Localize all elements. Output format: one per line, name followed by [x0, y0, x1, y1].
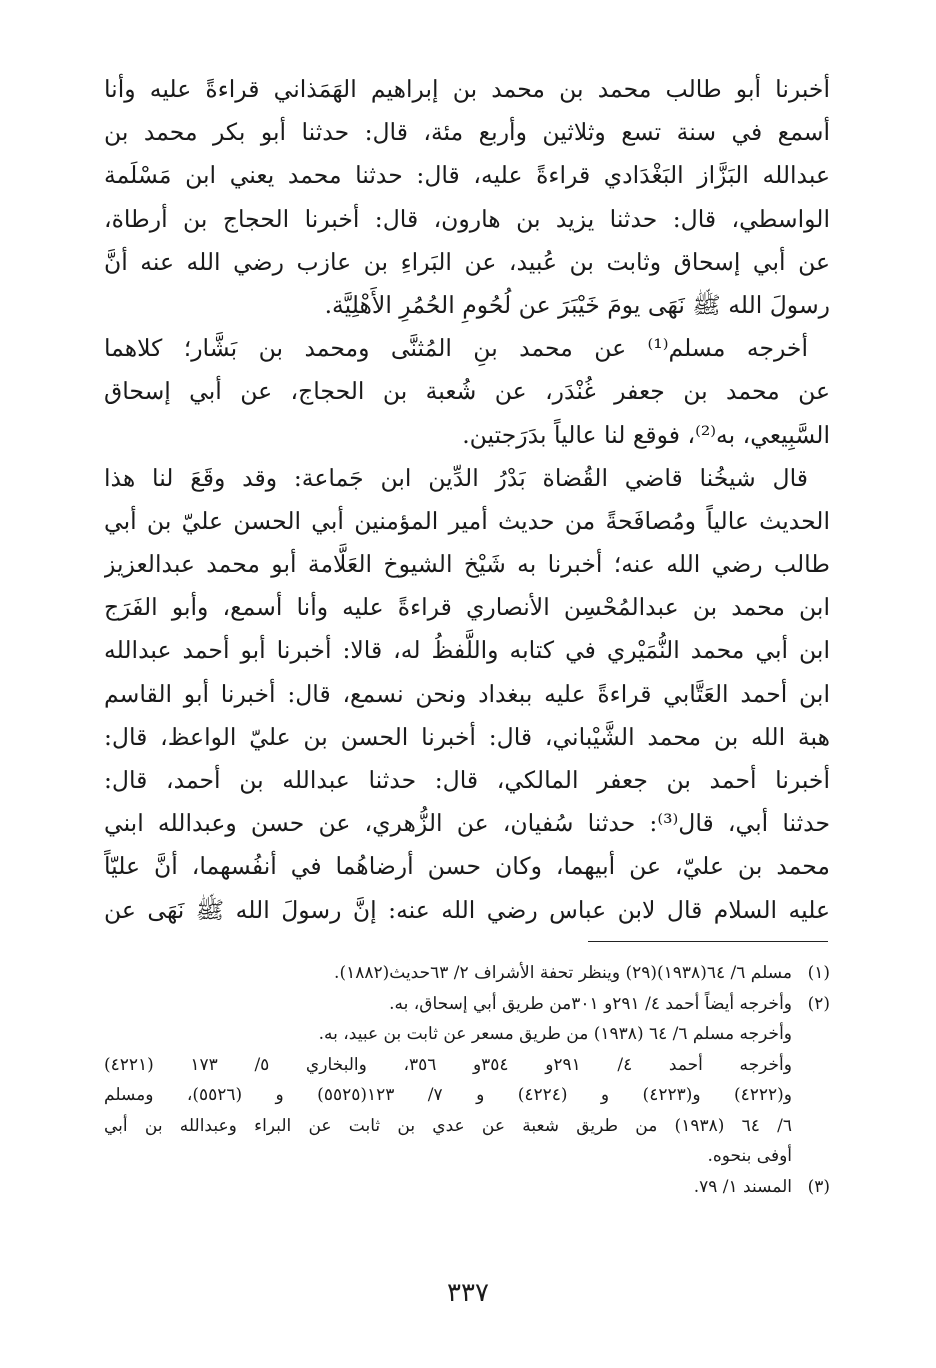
footnote-text: المسند ١/ ٧٩. — [693, 1176, 792, 1197]
text-line: أخبرنا أبو طالب محمد بن محمد بن إبراهيم الهَمَذاني قراءةً عليه وأنا — [104, 75, 830, 103]
text-line: قال شيخُنا قاضي القُضاة بَدْرُ الدِّين ابن جَماعة: وقد وقَعَ لنا هذا — [104, 463, 808, 492]
text-line: محمد بن عليّ، عن أبيهما، وكان حسن أرضاهُما في أنفُسهما، أنَّ عليّاً — [104, 852, 830, 881]
text-line: أخرجه مسلم⁽¹⁾ عن محمد بنِ المُثنَّى ومحمد بن بَشَّار؛ كلاهما — [104, 334, 808, 363]
text-line: حدثنا أبي، قال⁽³⁾: حدثنا سُفيان، عن الزُّهري، عن حسن وعبدالله ابني — [104, 809, 830, 838]
footnote-number: (١) — [807, 963, 830, 983]
text-line: عن أبي إسحاق وثابت بن عُبيد، عن البَراءِ بن عازب رضي الله عنه أنَّ — [104, 247, 830, 276]
footnote-2-continuation: ٦/ ٦٤ (١٩٣٨) من طريق شعبة عن عدي بن ثابت عن البراء وعبدالله بن أبي — [104, 1115, 792, 1136]
footnote-2-continuation: وأخرجه مسلم ٦/ ٦٤ (١٩٣٨) من طريق مسعر عن ثابت بن عبيد، به. — [318, 1024, 792, 1044]
footnote-number: (٢) — [807, 993, 830, 1014]
text-line: هبة الله بن محمد الشَّيْباني، قال: أخبرنا الحسن بن عليّ الواعظ، قال: — [104, 722, 830, 751]
text-line: الواسطي، قال: حدثنا يزيد بن هارون، قال: أخبرنا الحجاج بن أرطاة، — [104, 204, 830, 233]
footnote-2-continuation: وأخرجه أحمد ٤/ ٢٩١و ٣٥٤و ٣٥٦، والبخاري ٥/ ١٧٣ (٤٢٢١) — [104, 1054, 792, 1075]
text-line: أخبرنا أحمد بن جعفر المالكي، قال: حدثنا عبدالله بن أحمد، قال: — [104, 766, 830, 794]
footnote-separator — [588, 941, 828, 942]
text-line: الحديث عالياً ومُصافَحةً من حديث أمير المؤمنين أبي الحسن عليّ بن أبي — [104, 506, 830, 535]
footnote-2 — [104, 989, 830, 1020]
footnote-text: وأخرجه أيضاً أحمد ٤/ ٢٩١و ٣٠١من طريق أبي إسحاق، به. — [389, 993, 792, 1014]
footnotes — [104, 958, 830, 1202]
main-text — [104, 68, 830, 932]
text-line: ابن أبي محمد النُّمَيْري في كتابه واللَّفظُ له، قالا: أخبرنا أبو أحمد عبدالله — [104, 636, 830, 665]
text-line: رسولَ الله ﷺ نَهَى يومَ خَيْبَرَ عن لُحُومِ الحُمُرِ الأَهْلِيَّة. — [324, 290, 830, 319]
page-number: ٣٣٧ — [447, 1278, 489, 1308]
footnote-number: (٣) — [807, 1176, 830, 1197]
text-line: أسمع في سنة تسع وثلاثين وأربع مئة، قال: حدثنا أبو بكر محمد بن — [104, 118, 830, 147]
footnote-1 — [104, 958, 830, 989]
text-line: عليه السلام قال لابن عباس رضي الله عنه: إنَّ رسولَ الله ﷺ نَهَى عن — [104, 895, 830, 924]
footnote-3 — [104, 1172, 830, 1203]
footnote-text: مسلم ٦/ ٦٤(١٩٣٨)(٢٩) وينظر تحفة الأشراف ٢/ ٦٣حديث(١٨٨٢). — [334, 963, 792, 983]
text-line: طالب رضي الله عنه؛ أخبرنا به شَيْخ الشيوخ العَلَّامة أبو محمد عبدالعزيز — [104, 550, 830, 579]
text-line: ابن محمد بن عبدالمُحْسِن الأنصاري قراءةً عليه وأنا أسمع، وأبو الفَرَج — [104, 593, 830, 622]
footnote-2-continuation: و(٤٢٢٢) و(٤٢٢٣) و (٤٢٢٤) و ٧/ ١٢٣(٥٥٢٥) و (٥٥٢٦)، ومسلم — [104, 1085, 792, 1105]
text-line: السَّبِيعي، به⁽²⁾، فوقع لنا عالياً بدَرَجتين. — [462, 420, 830, 449]
text-line: ابن أحمد العَتَّابي قراءةً عليه ببغداد ونحن نسمع، قال: أخبرنا أبو القاسم — [104, 679, 830, 708]
footnote-2-continuation: أوفى بنحوه. — [707, 1146, 792, 1166]
text-line: عبدالله البَزَّاز البَغْدَادي قراءةً عليه، قال: حدثنا محمد يعني ابن مَسْلَمة — [104, 161, 830, 190]
text-line: عن محمد بن جعفر غُنْدَر، عن شُعبة بن الحجاج، عن أبي إسحاق — [104, 377, 830, 406]
